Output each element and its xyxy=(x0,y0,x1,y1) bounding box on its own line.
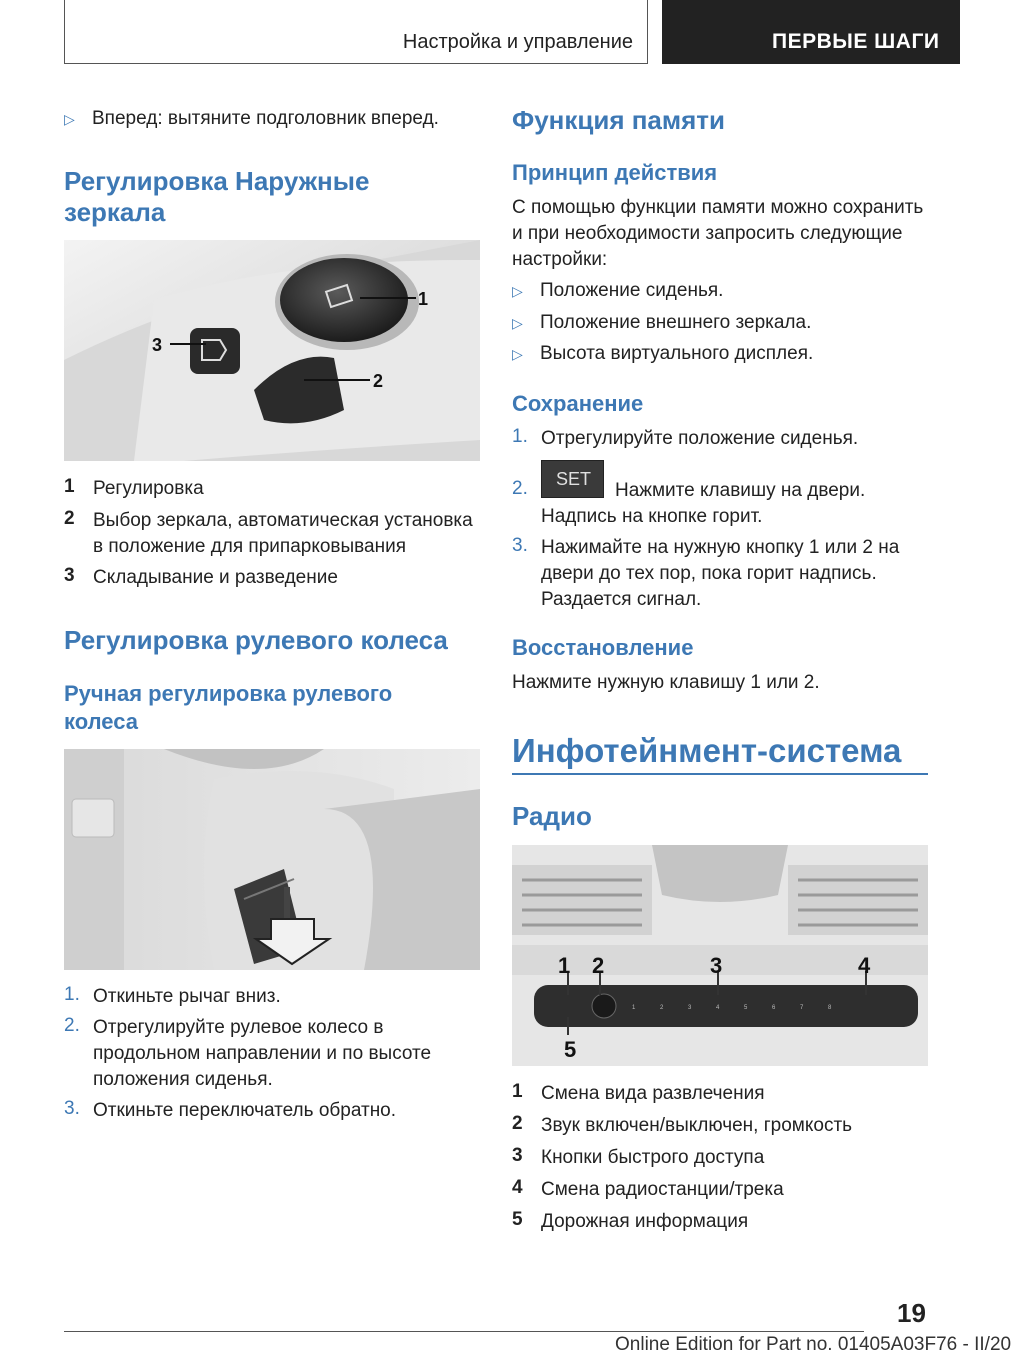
page-number: 19 xyxy=(897,1298,926,1328)
restore-text: Нажмите нужную клавишу 1 или 2. xyxy=(512,672,820,693)
principle-heading: Принцип действия xyxy=(512,160,718,185)
restore-heading: Восстановление xyxy=(512,635,694,660)
step-text: Откиньте переключатель обратно. xyxy=(93,1100,397,1121)
svg-text:3: 3 xyxy=(688,1005,692,1011)
step-num: 1. xyxy=(512,426,528,447)
wheel-heading: Регулировка рулевого колеса xyxy=(64,625,448,655)
intro-bullet-text: Вперед: вытяните подголовник вперед. xyxy=(92,108,439,129)
step-text: Откиньте рычаг вниз. xyxy=(93,986,281,1007)
callout-5: 5 xyxy=(564,1037,577,1062)
infotainment-heading: Инфотейнмент-система xyxy=(512,732,902,769)
callout-4: 4 xyxy=(858,953,871,978)
callout-1: 1 xyxy=(418,289,429,309)
callout-1: 1 xyxy=(558,953,571,978)
principle-bullet: ▷ Положение сиденья. xyxy=(512,280,724,301)
header-section-box xyxy=(64,0,648,64)
step-text: Нажимайте на нужную кнопку 1 или 2 на двери до тех пор, пока горит надпись. Раздается сигнал. xyxy=(541,537,900,610)
radio-heading: Радио xyxy=(512,801,592,831)
callout-3: 3 xyxy=(710,953,723,978)
step-text: Отрегулируйте рулевое колесо в продольном направлении и по высоте положения сиденья. xyxy=(93,1017,432,1090)
legend-text: Дорожная информация xyxy=(541,1211,749,1232)
heading-rule xyxy=(512,773,928,775)
step-num: 3. xyxy=(64,1098,80,1119)
svg-text:8: 8 xyxy=(828,1005,832,1011)
svg-text:7: 7 xyxy=(800,1005,804,1011)
memory-heading: Функция памяти xyxy=(512,105,726,135)
bullet-triangle-icon: ▷ xyxy=(512,315,523,331)
legend-num: 1 xyxy=(512,1081,523,1102)
legend-text: Звук включен/выключен, громкость xyxy=(541,1115,853,1136)
svg-text:6: 6 xyxy=(772,1005,776,1011)
svg-text:5: 5 xyxy=(744,1005,748,1011)
header-chapter-title: ПЕРВЫЕ ШАГИ xyxy=(772,30,940,53)
legend-num: 3 xyxy=(64,565,75,586)
step-num: 2. xyxy=(64,1015,80,1036)
legend-num: 3 xyxy=(512,1145,523,1166)
step-num: 2. xyxy=(512,478,528,499)
set-button-icon: SET xyxy=(541,460,604,498)
principle-text: С помощью функции памяти можно сохранить и при необходимости запросить следующие настройки: xyxy=(512,197,924,270)
callout-2: 2 xyxy=(592,953,605,978)
legend-text: Смена радиостанции/трека xyxy=(541,1179,784,1200)
step-text: Нажмите клавишу на двери. Надпись на кнопке горит. xyxy=(541,480,866,527)
principle-bullet: ▷ Положение внешнего зеркала. xyxy=(512,312,812,333)
header-chapter-box xyxy=(662,0,960,64)
intro-bullet xyxy=(64,106,480,132)
legend-num: 2 xyxy=(64,508,75,529)
callout-3: 3 xyxy=(152,335,163,355)
mirror-controls-image xyxy=(64,240,480,461)
legend-text: Складывание и разведение xyxy=(93,567,338,588)
wheel-subheading: Ручная регулировка рулевого колеса xyxy=(64,681,393,734)
svg-text:2: 2 xyxy=(660,1005,664,1011)
legend-num: 2 xyxy=(512,1113,523,1134)
legend-text: Выбор зеркала, автоматическая установка в положение для припарковывания xyxy=(93,510,473,557)
radio-panel-image xyxy=(512,845,928,1066)
save-heading: Сохранение xyxy=(512,391,644,416)
steering-lever-image xyxy=(64,749,480,970)
header-section-title: Настройка и управление xyxy=(402,31,633,53)
legend-num: 4 xyxy=(512,1177,523,1198)
svg-text:4: 4 xyxy=(716,1005,720,1011)
principle-bullet: ▷ Высота виртуального дисплея. xyxy=(512,343,814,364)
step-num: 1. xyxy=(64,984,80,1005)
bullet-triangle-icon: ▷ xyxy=(64,111,75,127)
legend-num: 5 xyxy=(512,1209,523,1230)
footer-rule xyxy=(64,1331,864,1332)
step-num: 3. xyxy=(512,535,528,556)
svg-text:1: 1 xyxy=(632,1005,636,1011)
bullet-triangle-icon: ▷ xyxy=(512,283,523,299)
legend-text: Смена вида развлечения xyxy=(541,1083,765,1104)
legend-text: Кнопки быстрого доступа xyxy=(541,1147,765,1168)
footer-edition: Online Edition for Part no. 01405A03F76 - II/20 xyxy=(615,1334,1011,1355)
mirrors-heading: Регулировка Наружные зеркала xyxy=(64,166,370,227)
legend-text: Регулировка xyxy=(93,478,204,499)
bullet-triangle-icon: ▷ xyxy=(512,346,523,362)
step-text: Отрегулируйте положение сиденья. xyxy=(541,428,859,449)
legend-num: 1 xyxy=(64,476,75,497)
callout-2: 2 xyxy=(373,371,384,391)
